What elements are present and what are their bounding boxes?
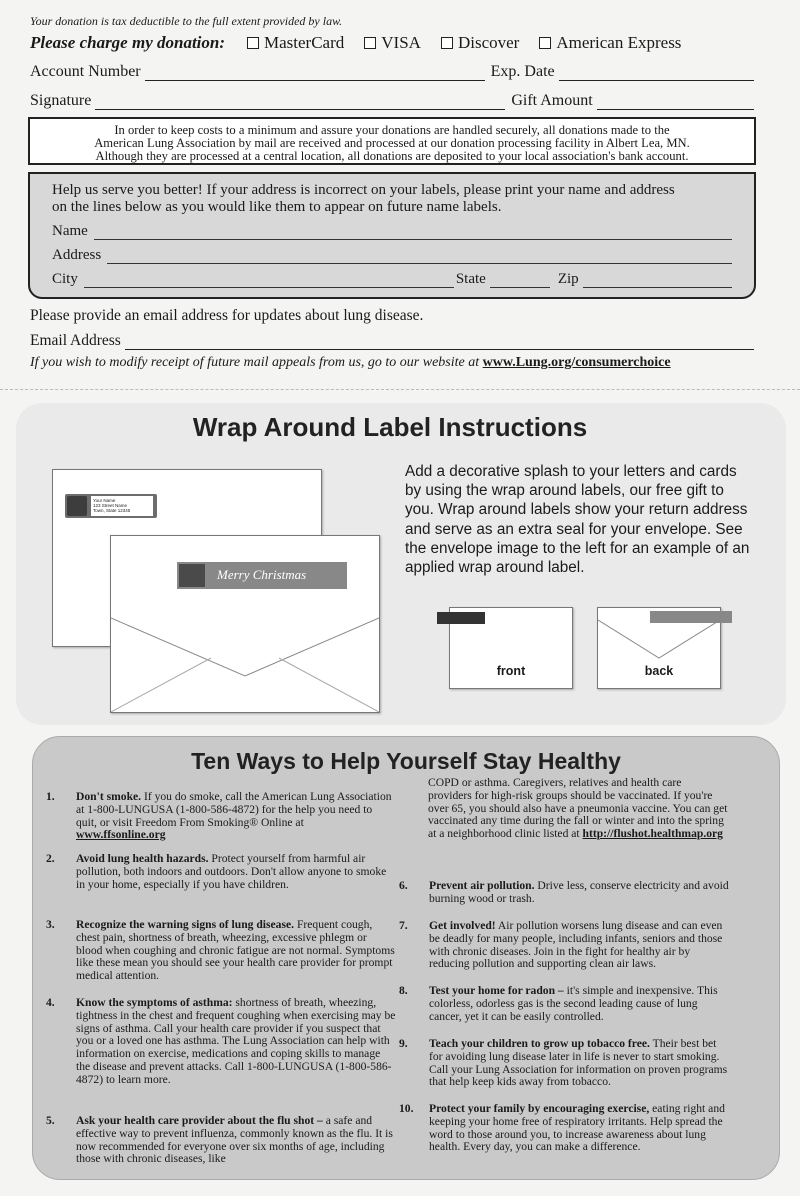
tip-text: eating right and keeping your home free of respiratory irritants. Help spread the word to those around you, to increase awareness about lung health. Every day, you can make a difference.	[429, 1102, 725, 1154]
tip-number: 2.	[46, 852, 55, 865]
modify-text: If you wish to modify receipt of future mail appeals from us, go to our website at	[30, 355, 480, 370]
name-row	[52, 223, 732, 240]
consumer-choice-link[interactable]: www.Lung.org/consumerchoice	[482, 355, 671, 370]
tip-item	[46, 1115, 396, 1166]
tip-text: If you do smoke, call the American Lung Association at 1-800-LUNGUSA (1-800-586-4872) for the help you need to quit, or visit Freedom From Smoking® Online at	[76, 790, 392, 829]
label-description: Add a decorative splash to your letters and cards by using the wrap around labels, our free gift to you. Wrap around labels show your return address and serve as an extra seal for your envelope. See the envelope image to the left for an example of an applied wrap around label.	[405, 463, 750, 577]
amex-label: American Express	[556, 33, 682, 52]
flushot-link[interactable]: http://flushot.healthmap.org	[582, 827, 723, 841]
perforation-line	[0, 389, 800, 391]
city-field[interactable]	[84, 274, 454, 288]
gift-amount-field[interactable]	[597, 96, 754, 110]
tip-item	[46, 919, 396, 983]
tip-number: 1.	[46, 790, 55, 803]
return-address-text	[91, 496, 153, 516]
tip-heading: Protect your family by encouraging exercise,	[429, 1102, 650, 1115]
label-instructions-title: Wrap Around Label Instructions	[192, 412, 588, 442]
tip-text: Drive less, conserve electricity and avoid burning wood or trash.	[429, 879, 729, 905]
return-address-line: Your Name	[93, 498, 116, 503]
tip-heading: Get involved!	[429, 919, 496, 932]
address-row	[52, 247, 732, 264]
return-address-line: 123 Street Name	[93, 503, 128, 508]
email-row	[30, 332, 754, 350]
exp-date-field[interactable]	[559, 67, 754, 81]
back-caption: back	[644, 664, 674, 678]
state-label: State	[455, 271, 486, 287]
tip-text: Frequent cough, chest pain, shortness of breath, wheezing, excessive phlegm or blood when coughing and chronic fatigue are not normal. Symptoms like these mean you should see your health care provider for prompt medical attention.	[76, 918, 395, 983]
notice-line: In order to keep costs to a minimum and assure your donations are handled securely, all donations made to the	[114, 123, 670, 137]
checkbox-icon	[247, 37, 259, 49]
checkbox-icon	[441, 37, 453, 49]
label-picture	[67, 496, 87, 516]
charge-label: Please charge my donation:	[30, 33, 226, 52]
tip-number: 5.	[46, 1114, 55, 1127]
mastercard-checkbox[interactable]	[247, 33, 344, 53]
tip-text: shortness of breath, wheezing, tightness in the chest and frequent coughing when exercising may be signs of asthma. Call your health care provider if you suspect that you or a loved one has asthma. The Lung Association can help with information on exercise, medications and coping skills to manage the disease and prevent attacks. Call 1-800-LUNGUSA (1-800-586-4872) to learn more.	[76, 996, 396, 1086]
zip-label: Zip	[557, 271, 579, 287]
return-address-label	[65, 494, 157, 518]
tip-heading: Know the symptoms of asthma:	[76, 996, 233, 1009]
wrap-around-label	[177, 562, 347, 589]
notice-line: American Lung Association by mail are received and processed at our donation processing facility in Albert Lea, MN.	[94, 136, 690, 150]
checkbox-icon	[364, 37, 376, 49]
tip-text: Their best bet for avoiding lung disease later in life is never to start smoking. Call your Lung Association for information on proven programs that help keep kids away from tobacco.	[429, 1037, 728, 1089]
discover-label: Discover	[457, 33, 520, 52]
email-field[interactable]	[125, 336, 754, 350]
tip-number: 6.	[399, 879, 408, 892]
envelope-front-illustration	[110, 535, 380, 713]
signature-field[interactable]	[95, 96, 505, 110]
email-prompt: Please provide an email address for updates about lung disease.	[30, 307, 424, 324]
address-field[interactable]	[107, 250, 732, 264]
front-label-strip	[437, 612, 485, 624]
tip-text: Air pollution worsens lung disease and can even be deadly for many people, including infants, seniors and those with chronic diseases. Join in the fight for healthy air by reducing pollution and supporting clean air laws.	[429, 919, 723, 971]
ffsonline-link[interactable]: www.ffsonline.org	[76, 828, 166, 842]
processing-notice	[28, 117, 756, 165]
healthy-tips-title: Ten Ways to Help Yourself Stay Healthy	[191, 748, 621, 774]
tax-note: Your donation is tax deductible to the full extent provided by law.	[30, 14, 343, 28]
tip-text: COPD or asthma. Caregivers, relatives and health care providers for high-risk groups should be vaccinated. If you're over 65, you should also have a pneumonia vaccine. You can get vaccinated any time during the fall or winter and into the spring at a neighborhood clinic listed at	[428, 776, 728, 841]
card-type-row	[30, 33, 701, 53]
tip-number: 3.	[46, 918, 55, 931]
tip-heading: Test your home for radon –	[429, 984, 564, 997]
account-number-label: Account Number	[30, 63, 141, 80]
back-label-strip	[650, 611, 732, 623]
address-label: Address	[52, 247, 102, 263]
address-correction-box	[28, 172, 756, 299]
city-row	[52, 271, 732, 288]
tip-5-continued	[428, 777, 728, 841]
name-label: Name	[52, 223, 88, 239]
tip-item	[399, 985, 729, 1023]
wrap-label-text: Merry Christmas	[217, 567, 307, 582]
tip-heading: Prevent air pollution.	[429, 879, 535, 892]
tip-number: 7.	[399, 919, 408, 932]
tip-item	[399, 1038, 729, 1089]
visa-checkbox[interactable]	[364, 33, 421, 53]
tip-item	[399, 880, 729, 906]
checkbox-icon	[539, 37, 551, 49]
tip-number: 9.	[399, 1037, 408, 1050]
address-intro: Help us serve you better! If your address is incorrect on your labels, please print your name and address	[52, 182, 675, 198]
modify-notice	[30, 355, 671, 371]
exp-date-label: Exp. Date	[490, 63, 555, 80]
front-caption: front	[496, 664, 526, 678]
tip-heading: Teach your children to grow up tobacco free.	[429, 1037, 650, 1050]
tip-text: Protect yourself from harmful air pollution, both indoors and outdoors. Don't allow anyone to smoke in your home, especially if you have children.	[76, 852, 387, 891]
signature-label: Signature	[30, 92, 92, 109]
discover-checkbox[interactable]	[441, 33, 519, 53]
tip-text: it's simple and inexpensive. This colorless, odorless gas is the second leading cause of lung cancer, yet it can be easily controlled.	[429, 984, 718, 1023]
tip-item	[46, 997, 396, 1087]
tip-item	[46, 791, 396, 842]
mastercard-label: MasterCard	[264, 33, 345, 52]
tip-heading: Recognize the warning signs of lung disease.	[76, 918, 295, 931]
signature-row	[30, 92, 754, 110]
visa-label: VISA	[381, 33, 421, 52]
account-row	[30, 63, 754, 81]
gift-amount-label: Gift Amount	[511, 92, 593, 109]
tip-item	[399, 920, 729, 971]
label-picture	[179, 564, 205, 587]
name-field[interactable]	[94, 226, 732, 240]
account-number-field[interactable]	[145, 67, 485, 81]
notice-line: Although they are processed at a central location, all donations are deposited to your local association's bank account.	[95, 149, 689, 163]
zip-field[interactable]	[583, 274, 732, 288]
tip-item	[46, 853, 396, 891]
tip-item	[399, 1103, 729, 1154]
city-label: City	[52, 271, 78, 287]
tip-heading: Don't smoke.	[76, 790, 142, 803]
tip-text: a safe and effective way to prevent influenza, commonly known as the flu. It is now recommended for everyone over six months of age, including those with chronic diseases, like	[76, 1114, 393, 1166]
tip-heading: Ask your health care provider about the flu shot –	[76, 1114, 323, 1127]
address-intro: on the lines below as you would like them to appear on future name labels.	[52, 199, 502, 215]
tip-number: 4.	[46, 996, 55, 1009]
state-field[interactable]	[490, 274, 550, 288]
amex-checkbox[interactable]	[539, 33, 681, 53]
return-address-line: Town, State 12345	[93, 508, 131, 513]
tip-number: 10.	[399, 1102, 414, 1115]
tip-heading: Avoid lung health hazards.	[76, 852, 209, 865]
tip-number: 8.	[399, 984, 408, 997]
email-label: Email Address	[30, 332, 121, 349]
